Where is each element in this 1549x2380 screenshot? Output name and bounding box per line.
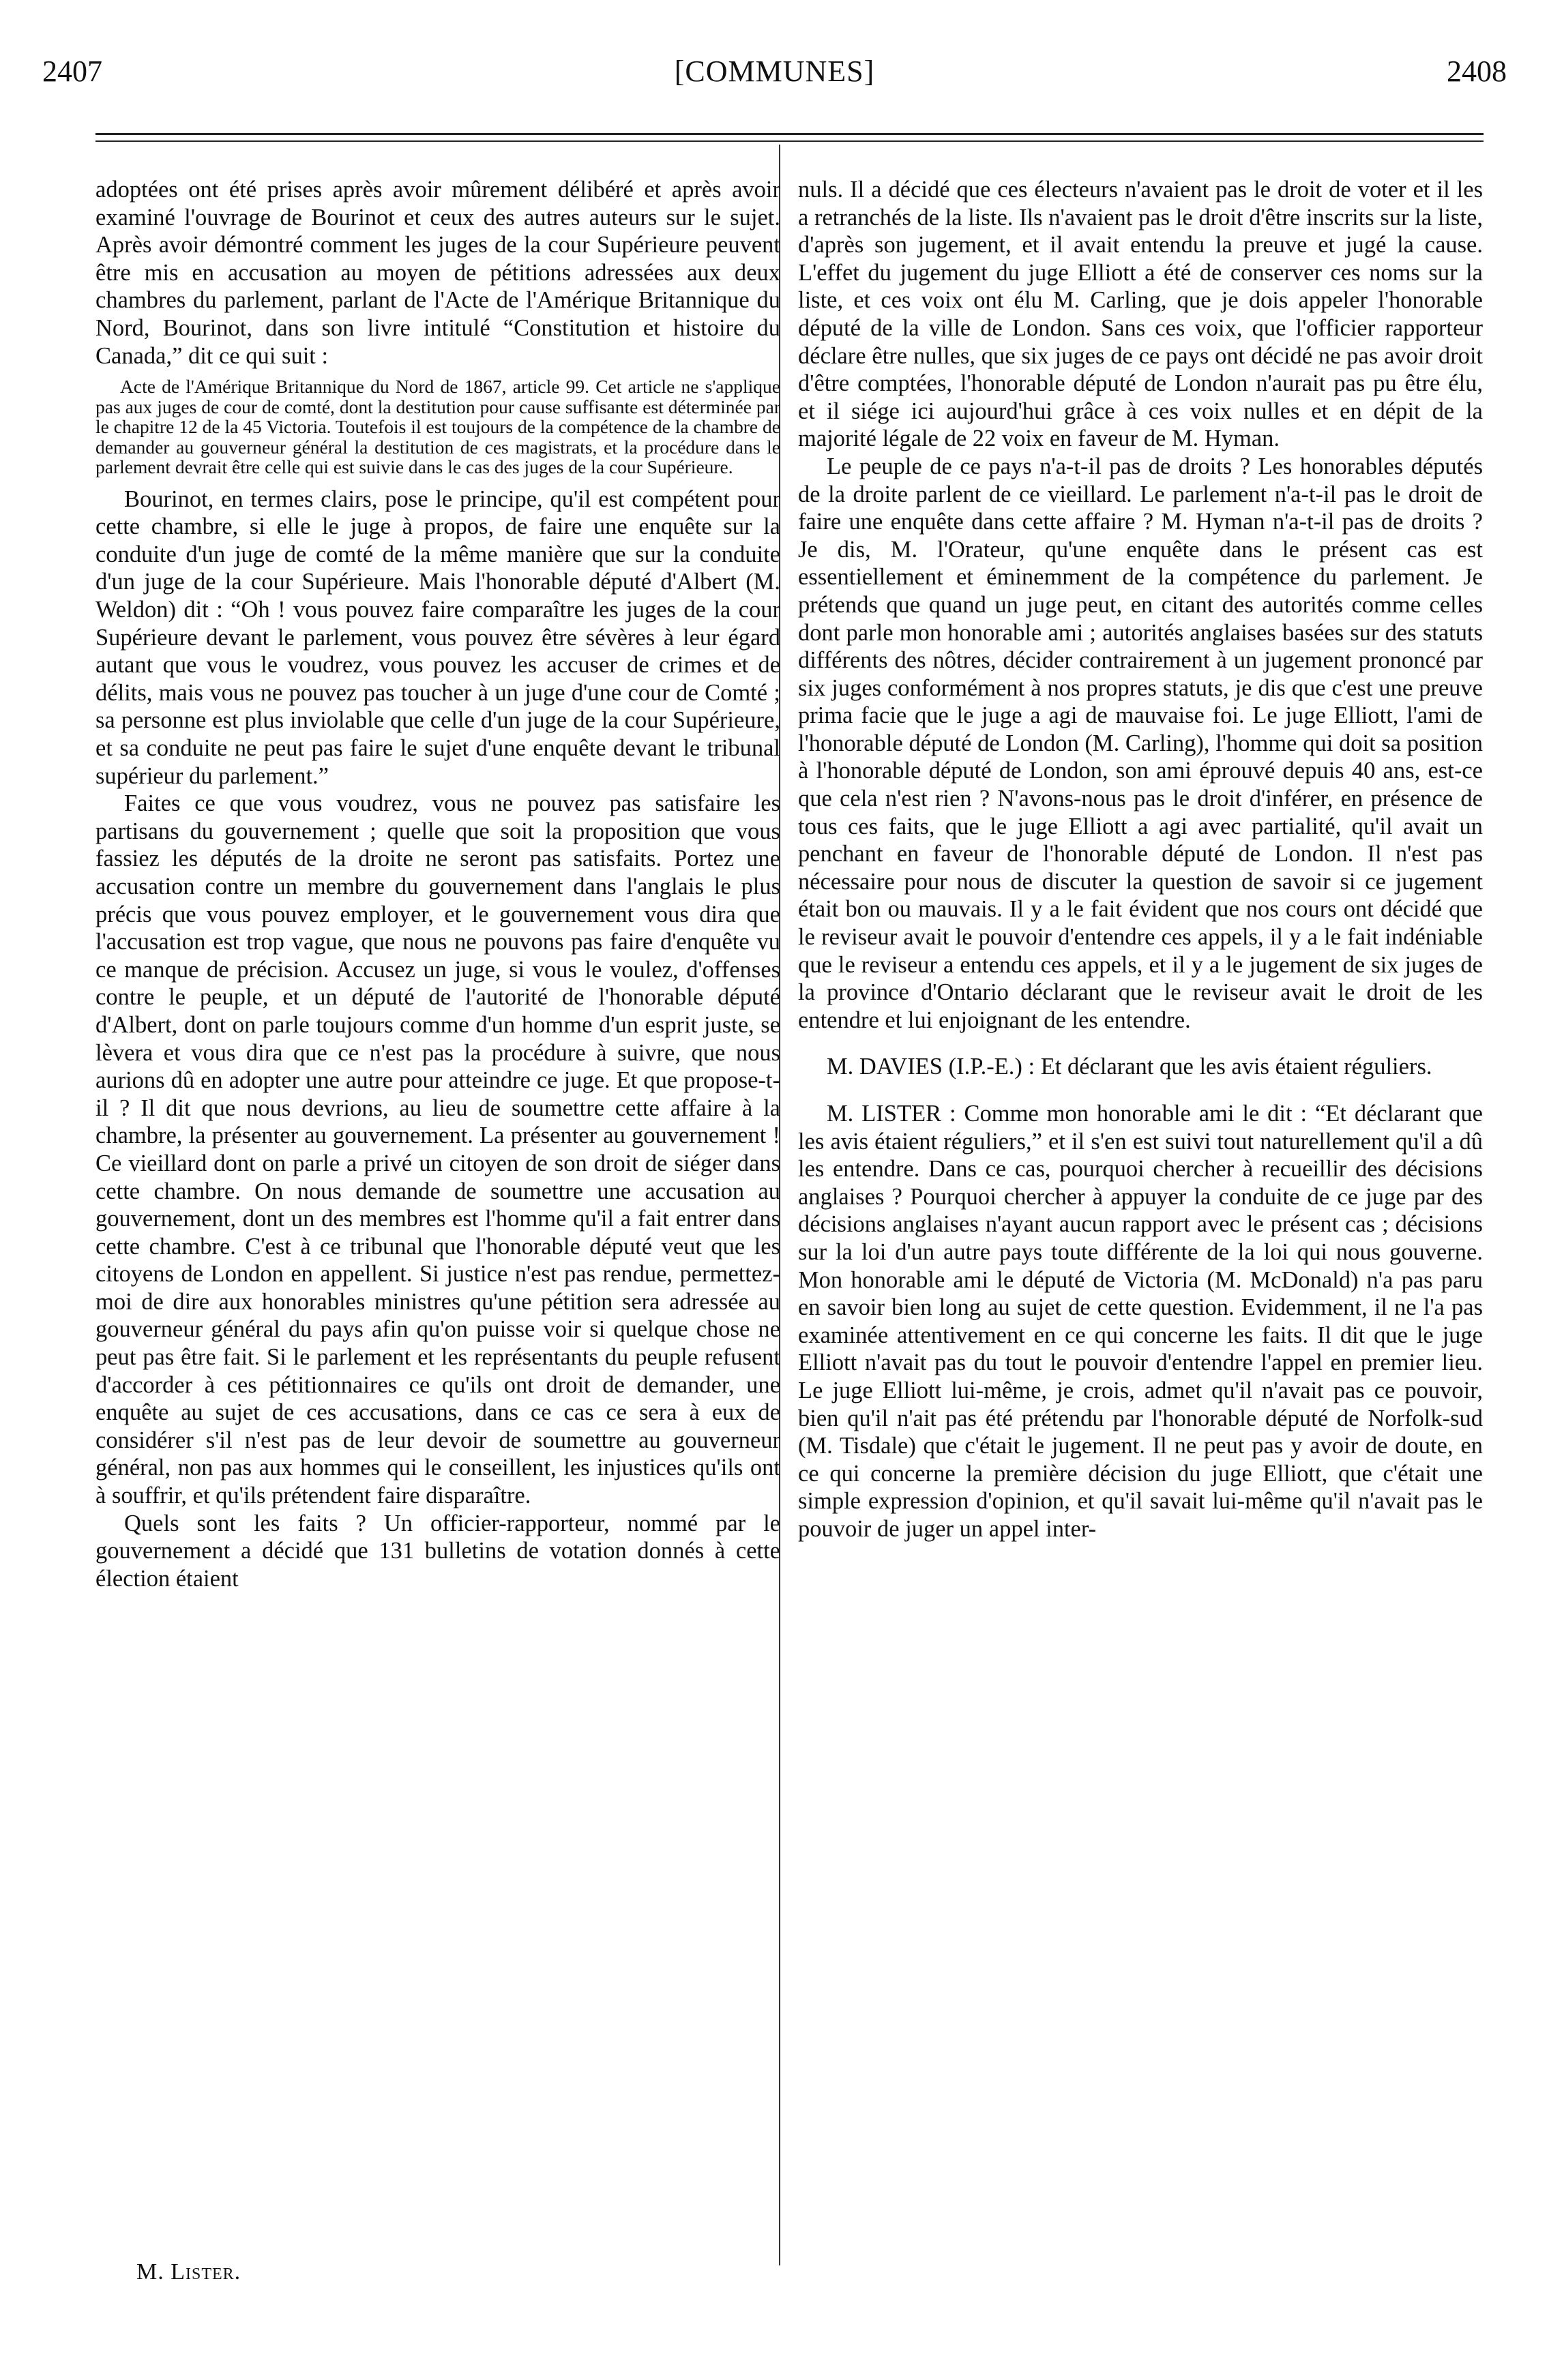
paragraph: Le peuple de ce pays n'a-t-il pas de droits ? Les honorables députés de la droite parlent de ce vieillard. Le parlement n'a-t-il pas le droit de faire une enquête dans cette affaire ? M. Hyman n'a-t-il pas de droits ? Je dis, M. l'Orateur, qu'une enquête dans le présent cas est essentiellement et éminemment de la compétence du parlement. Je prétends que quand un juge peut, en citant des autorités comme celles dont parle mon honorable ami ; autorités anglaises basées sur des statuts différents des nôtres, décider contrairement à un jugement prononcé par six juges conformément à nos propres statuts, je dis que c'est une preuve prima facie que le juge a agi de mauvaise foi. Le juge Elliott, l'ami de l'honorable député de London (M. Carling), l'homme qui doit sa position à l'honorable député de London, son ami éprouvé depuis 40 ans, est-ce que cela n'est rien ? N'avons-nous pas le droit d'inférer, en présence de tous ces faits, que le juge Elliott a agi avec partialité, qu'il avait un penchant en faveur de l'honorable député de London. Il n'est pas nécessaire pour nous de discuter la question de savoir si ce jugement était bon ou mauvais. Il y a le fait évident que nos cours ont décidé que le reviseur avait le pouvoir d'entendre ces appels, il y a le fait indéniable que le reviseur a entendu ces appels, et il y a le jugement de six juges de la province d'Ontario déclarant que le reviseur avait le droit de les entendre et lui enjoignant de les entendre. bbox=[798, 453, 1483, 1033]
left-column bbox=[95, 176, 780, 1592]
paragraph: adoptées ont été prises après avoir mûrement délibéré et après avoir examiné l'ouvrage de Bourinot et ceux des autres auteurs sur le sujet. Après avoir démontré comment les juges de la cour Supérieure peuvent être mis en accusation au moyen de pétitions adressées aux deux chambres du parlement, parlant de l'Acte de l'Amérique Britannique du Nord, Bourinot, dans son livre intitulé “Constitution et histoire du Canada,” dit ce qui suit : bbox=[95, 177, 780, 369]
paragraph: Quels sont les faits ? Un officier-rapporteur, nommé par le gouvernement a décidé que 131 bulletins de votation donnés à cette élection étaient bbox=[95, 1510, 780, 1592]
right-column bbox=[798, 176, 1483, 1543]
page-number-right: 2408 bbox=[1447, 55, 1507, 88]
speaker-paragraph: M. DAVIES (I.P.-E.) : Et déclarant que les avis étaient réguliers. bbox=[827, 1054, 1432, 1080]
page-number-left: 2407 bbox=[42, 55, 102, 88]
page-header bbox=[42, 48, 1507, 95]
paragraph: Faites ce que vous voudrez, vous ne pouvez pas satisfaire les partisans du gouvernement ; quelle que soit la proposition que vous fassiez les députés de la droite ne seront pas satisfaits. Portez une accusation contre un membre du gouvernement dans l'anglais le plus précis que vous pouvez employer, et le gouvernement vous dira que l'accusation est trop vague, que nous ne pouvons pas faire d'enquête vu ce manque de précision. Accusez un juge, si vous le voulez, d'offenses contre le peuple, et un député de l'autorité de l'honorable député d'Albert, dont on parle toujours comme d'un homme d'un esprit juste, se lèvera et vous dira que ce n'est pas la procédure à suivre, que nous aurions dû en adopter une autre pour atteindre ce juge. Et que propose-t-il ? Il dit que nous devrions, au lieu de soumettre cette affaire à la chambre, la présenter au gouvernement. La présenter au gouvernement ! Ce vieillard dont on parle a privé un citoyen de son droit de siéger dans cette chambre. On nous demande de soumettre une accusation au gouvernement, dont un des membres est l'homme qu'il a fait entrer dans cette chambre. C'est à ce tribunal que l'honorable député veut que les citoyens de London en appellent. Si justice n'est pas rendue, permettez-moi de dire aux honorables ministres qu'une pétition sera adressée au gouverneur général du pays afin qu'on puisse voir si quelque chose ne peut pas être fait. Si le parlement et les représentants du peuple refusent d'accorder à ces pétitionnaires ce qu'ils ont droit de demander, une enquête au sujet de ces accusations, dans ce cas ce sera à eux de considérer s'il n'est pas de leur devoir de soumettre au gouverneur général, non pas aux hommes qui le conseillent, les injustices qu'ils ont à souffrir, et qu'ils prétendent faire disparaître. bbox=[95, 790, 780, 1509]
running-title: [COMMUNES] bbox=[674, 55, 875, 88]
paragraph: Bourinot, en termes clairs, pose le principe, qu'il est compétent pour cette chambre, si elle le juge à propos, de faire une enquête sur la conduite d'un juge de comté de la même manière que sur la conduite d'un juge de la cour Supérieure. Mais l'honorable député d'Albert (M. Weldon) dit : “Oh ! vous pouvez faire comparaître les juges de la cour Supérieure devant le parlement, vous pouvez être sévères à leur égard autant que vous le voudrez, vous pouvez les accuser de crimes et de délits, mais vous ne pouvez pas toucher à un juge d'une cour de Comté ; sa personne est plus inviolable que celle d'un juge de la cour Supérieure, et sa conduite ne peut pas faire le sujet d'une enquête devant le tribunal supérieur du parlement.” bbox=[95, 486, 780, 789]
catchword: M. Lister. bbox=[136, 2259, 241, 2285]
header-rule-thin bbox=[95, 140, 1484, 142]
header-rule bbox=[95, 133, 1484, 135]
block-quote: Acte de l'Amérique Britannique du Nord de 1867, article 99. Cet article ne s'applique pas aux juges de cour de comté, dont la destitution pour cause suffisante est déterminée par le chapitre 12 de la 45 Victoria. Toutefois il est toujours de la compétence de la chambre de demander au gouverneur général la destitution de ces magistrats, et la procédure dans le parlement devrait être celle qui est suivie dans le cas des juges de la cour Supérieure. bbox=[95, 376, 780, 478]
paragraph: nuls. Il a décidé que ces électeurs n'avaient pas le droit de voter et il les a retranchés de la liste. Ils n'avaient pas le droit d'être inscrits sur la liste, d'après son jugement, et il avait entendu la preuve et jugé la cause. L'effet du jugement du juge Elliott a été de conserver ces noms sur la liste, et ces voix ont élu M. Carling, que je dois appeler l'honorable député de la ville de London. Sans ces voix, que l'officier rapporteur déclare être nulles, que six juges de ce pays ont décidé ne pas avoir droit d'être comptées, l'honorable député de London n'aurait pas pu être élu, et il siége ici aujourd'hui grâce à ces voix nulles et en dépit de la majorité légale de 22 voix en faveur de M. Hyman. bbox=[798, 177, 1483, 452]
speaker-paragraph: M. LISTER : Comme mon honorable ami le dit : “Et déclarant que les avis étaient réguliers,” et il s'en est suivi tout naturellement qu'il a dû les entendre. Dans ce cas, pourquoi chercher à recueillir des décisions anglaises ? Pourquoi chercher à appuyer la conduite de ce juge par des décisions anglaises n'ayant aucun rapport avec le présent cas ; décisions sur la loi d'un autre pays toute différente de la loi qui nous gouverne. Mon honorable ami le député de Victoria (M. McDonald) n'a pas paru en savoir bien long au sujet de cette question. Evidemment, il ne l'a pas examinée attentivement en ce qui concerne les faits. Il dit que le juge Elliott n'avait pas du tout le pouvoir d'entendre l'appel en premier lieu. Le juge Elliott lui-même, je crois, admet qu'il n'avait pas ce pouvoir, bien qu'il n'ait pas été prétendu par l'honorable député de Norfolk-sud (M. Tisdale) que c'était le jugement. Il ne peut pas y avoir de doute, en ce qui concerne la première décision du juge Elliott, que c'était une simple expression d'opinion, et qu'il savait lui-même qu'il n'avait pas le pouvoir de juger un appel inter- bbox=[798, 1101, 1483, 1542]
